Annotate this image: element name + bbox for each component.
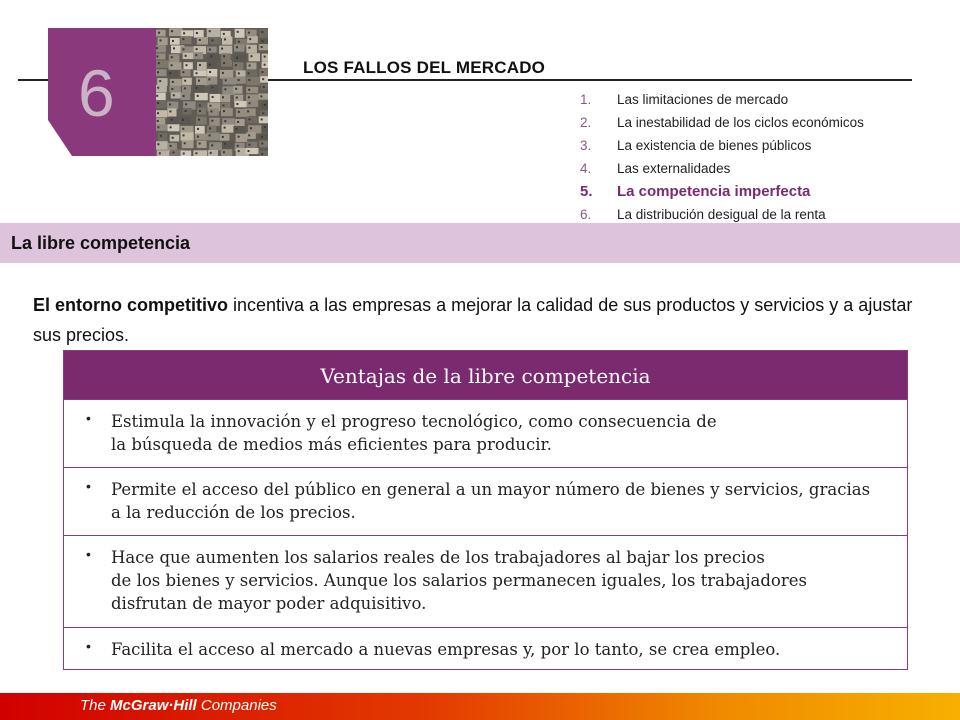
toc-item xyxy=(580,111,864,134)
toc-item-label: Las externalidades xyxy=(617,161,731,176)
advantages-table xyxy=(63,350,908,670)
toc-item-number: 5. xyxy=(580,183,593,200)
advantage-text xyxy=(111,546,891,615)
toc-item-label: La existencia de bienes públicos xyxy=(617,138,812,153)
topic-title: La libre competencia xyxy=(11,233,191,253)
header-rule-right xyxy=(268,79,912,81)
bullet-icon: • xyxy=(86,546,91,562)
advantage-text xyxy=(111,478,891,524)
advantage-row xyxy=(64,627,907,670)
intro-bold: El entorno competitivo xyxy=(33,295,229,315)
bullet-icon: • xyxy=(86,410,91,426)
advantage-line: a la reducción de los precios. xyxy=(111,503,356,522)
toc-item-number: 6. xyxy=(580,207,592,222)
toc-item-label: La distribución desigual de la renta xyxy=(617,207,826,222)
hillside-houses-image xyxy=(156,28,268,156)
toc-item xyxy=(580,88,864,111)
toc-item-label: La inestabilidad de los ciclos económicos xyxy=(617,115,864,130)
chapter-photo xyxy=(156,28,268,156)
advantage-line: Facilita el acceso al mercado a nuevas empresas y, por lo tanto, se crea empleo. xyxy=(111,640,781,659)
toc-item xyxy=(580,134,864,157)
toc-item-number: 1. xyxy=(580,92,592,107)
logo-companies: Companies xyxy=(196,697,277,714)
advantage-line: de los bienes y servicios. Aunque los salarios permanecen iguales, los trabajadores xyxy=(111,571,807,590)
advantage-line: Hace que aumenten los salarios reales de los trabajadores al bajar los precios xyxy=(111,548,765,567)
table-of-contents xyxy=(580,88,864,226)
advantage-row xyxy=(64,467,907,535)
advantage-line: la búsqueda de medios más eficientes para producir. xyxy=(111,435,552,454)
logo-name: McGraw·Hill xyxy=(110,697,197,714)
chapter-number: 6 xyxy=(78,56,115,130)
advantage-line: Estimula la innovación y el progreso tecnológico, como consecuencia de xyxy=(111,412,717,431)
advantage-line: Permite el acceso del público en general a un mayor número de bienes y servicios, gracias xyxy=(111,480,871,499)
toc-item-number: 2. xyxy=(580,115,592,130)
toc-item xyxy=(580,180,864,203)
toc-item xyxy=(580,157,864,180)
toc-item-number: 3. xyxy=(580,138,592,153)
bullet-icon: • xyxy=(86,638,91,654)
intro-paragraph xyxy=(33,290,913,350)
publisher-logo xyxy=(80,697,277,714)
advantage-row xyxy=(64,399,907,467)
advantage-line: disfrutan de mayor poder adquisitivo. xyxy=(111,594,427,613)
intro-rest: incentiva a las empresas a mejorar la calidad de sus productos y servicios y a ajustar sus precios. xyxy=(33,295,913,345)
toc-item-label: Las limitaciones de mercado xyxy=(617,92,789,107)
toc-item-label: La competencia imperfecta xyxy=(617,183,811,200)
advantage-row xyxy=(64,535,907,627)
toc-item-number: 4. xyxy=(580,161,592,176)
advantage-text xyxy=(111,638,891,661)
advantages-table-title: Ventajas de la libre competencia xyxy=(64,351,907,399)
bullet-icon: • xyxy=(86,478,91,494)
logo-the: The xyxy=(80,697,111,714)
advantage-text xyxy=(111,410,891,456)
section-title: LOS FALLOS DEL MERCADO xyxy=(303,58,546,77)
